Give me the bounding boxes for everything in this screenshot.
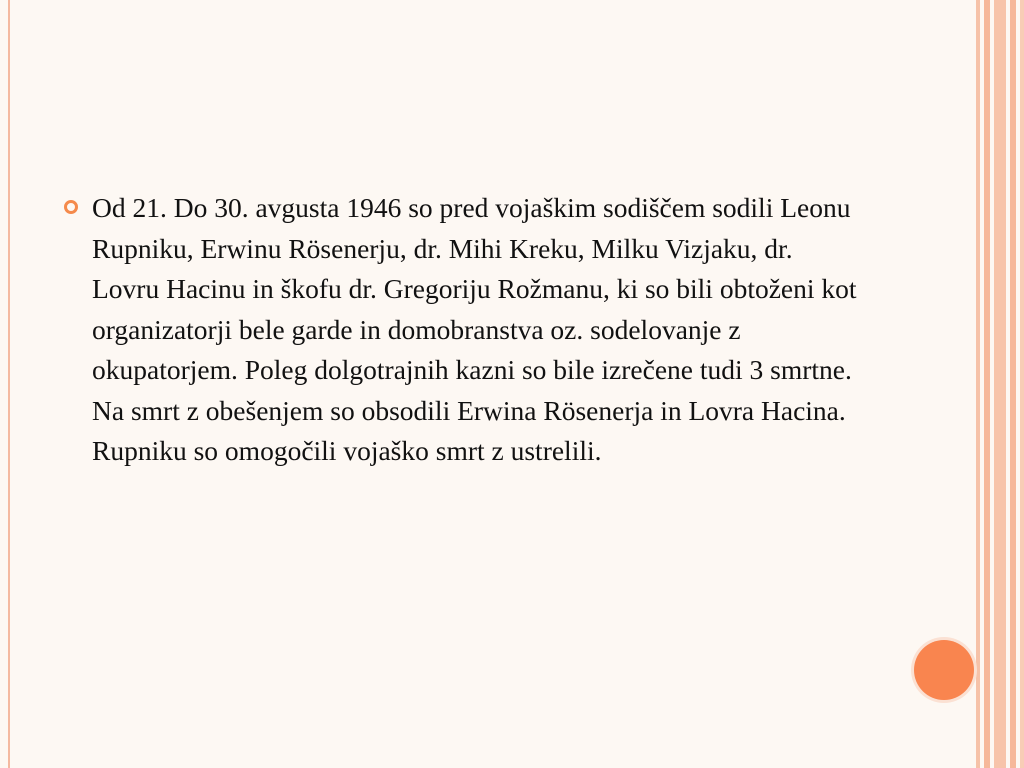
stripe [1020,0,1024,768]
stripe [1010,0,1016,768]
stripe [984,0,990,768]
decorative-circle [914,640,974,700]
right-decorative-stripes [976,0,1024,768]
stripe [976,0,980,768]
bullet-text: Od 21. Do 30. avgusta 1946 so pred vojaškim sodiščem sodili Leonu Rupniku, Erwinu Rösenerju, dr. Mihi Kreku, Milku Vizjaku, dr. Lovru Hacinu in škofu dr. Gregoriju Rožmanu, ki so bili obtoženi kot organizatorji bele garde in domobranstva oz. sodelovanje z okupatorjem. Poleg dolgotrajnih kazni so bile izrečene tudi 3 smrtne. Na smrt z obešenjem so obsodili Erwina Rösenerja in Lovra Hacina. Rupniku so omogočili vojaško smrt z ustrelili. [92,192,857,466]
ring-bullet-icon [64,200,78,214]
bullet-item [60,188,860,472]
slide-content [60,188,860,472]
left-border-line [8,0,10,768]
stripe [994,0,1006,768]
